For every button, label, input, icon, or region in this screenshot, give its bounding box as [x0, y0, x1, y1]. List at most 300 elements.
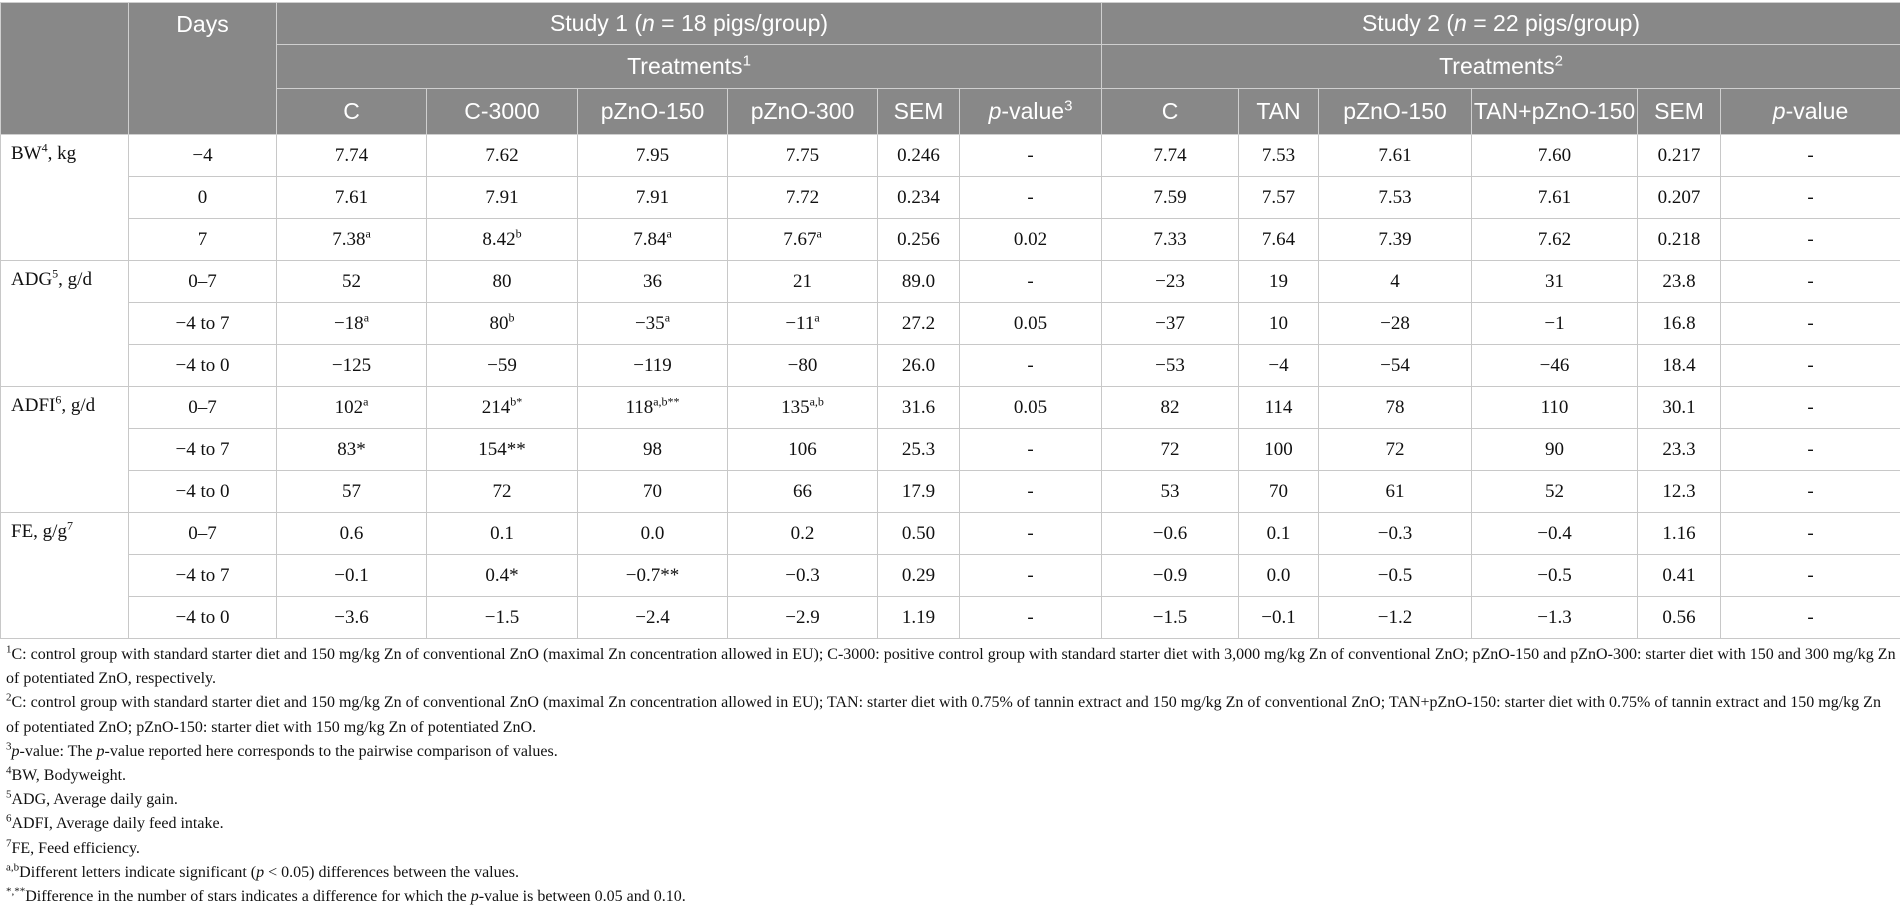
data-cell — [1638, 387, 1721, 429]
days-cell: −4 to 7 — [129, 429, 277, 471]
data-cell — [960, 387, 1102, 429]
data-cell — [1638, 555, 1721, 597]
cell-value: - — [1807, 522, 1814, 544]
data-cell — [578, 429, 728, 471]
cell-value: −59 — [487, 354, 517, 376]
footnote-text: p — [256, 863, 265, 881]
cell-value: - — [1027, 354, 1034, 376]
footnotes — [6, 643, 1896, 909]
data-cell — [277, 513, 427, 555]
cell-value: 10 — [1269, 312, 1289, 334]
data-cell — [1239, 471, 1319, 513]
cell-value: −1.5 — [484, 606, 520, 628]
study1-post: = 18 pigs/group) — [654, 10, 829, 36]
cell-value: −0.7** — [625, 564, 680, 586]
cell-value: - — [1027, 270, 1034, 292]
data-cell — [427, 387, 578, 429]
cell-value: - — [1027, 186, 1034, 208]
cell-value: 0.0 — [640, 522, 665, 544]
cell-value: 0.02 — [1013, 228, 1048, 250]
cell-value: 57 — [342, 480, 361, 502]
cell-value: 1.19 — [901, 606, 936, 628]
pvalue-sup: 3 — [1064, 97, 1073, 115]
data-cell — [578, 597, 728, 639]
cell-value: 82 — [1160, 396, 1180, 418]
data-cell — [960, 261, 1102, 303]
cell-value: - — [1807, 438, 1814, 460]
cell-superscript: a — [363, 310, 370, 325]
data-cell — [1319, 219, 1472, 261]
data-cell — [1721, 303, 1900, 345]
cell-value: 135 — [781, 396, 810, 418]
data-cell — [1638, 513, 1721, 555]
table-row — [1, 555, 1900, 597]
study2-pre: Study 2 ( — [1361, 10, 1455, 36]
cell-value: 7.60 — [1537, 144, 1572, 166]
data-cell — [1102, 135, 1239, 177]
table-row — [1, 471, 1900, 513]
footnote-text: -value reported here corresponds to the pairwise comparison of values. — [104, 742, 558, 760]
cell-value: 27.2 — [901, 312, 936, 334]
group-footnote-sup: 4 — [41, 140, 48, 155]
col-header: TAN — [1239, 89, 1319, 135]
col-header: C — [277, 89, 427, 135]
cell-value: −80 — [787, 354, 818, 376]
data-cell — [427, 555, 578, 597]
data-cell — [1472, 429, 1638, 471]
data-cell — [1472, 135, 1638, 177]
cell-value: −0.3 — [785, 564, 820, 586]
cell-value: 18.4 — [1662, 354, 1696, 376]
footnote-text: ADG, Average daily gain. — [11, 791, 178, 809]
cell-value: 7.61 — [334, 186, 369, 208]
cell-value: 7.39 — [1378, 228, 1412, 250]
data-cell — [1239, 135, 1319, 177]
data-cell — [1102, 219, 1239, 261]
cell-value: 7.33 — [1153, 228, 1187, 250]
cell-superscript: b — [515, 226, 522, 241]
cell-value: 0.217 — [1657, 144, 1701, 166]
cell-value: 114 — [1264, 396, 1293, 418]
cell-value: - — [1807, 354, 1814, 376]
cell-value: 80 — [489, 312, 509, 334]
data-cell — [1472, 345, 1638, 387]
cell-value: −0.3 — [1377, 522, 1413, 544]
data-cell — [960, 135, 1102, 177]
footnote — [6, 788, 1896, 812]
data-cell — [1721, 345, 1900, 387]
data-cell — [878, 135, 960, 177]
days-cell: −4 — [129, 135, 277, 177]
data-cell — [1102, 303, 1239, 345]
data-cell — [1472, 303, 1638, 345]
cell-value: 0.0 — [1266, 564, 1291, 586]
col-header: SEM — [878, 89, 960, 135]
data-cell — [1319, 597, 1472, 639]
cell-value: −53 — [1155, 354, 1185, 376]
cell-value: −11 — [785, 312, 815, 334]
data-cell — [1102, 471, 1239, 513]
data-cell — [1239, 429, 1319, 471]
cell-value: 89.0 — [901, 270, 936, 292]
cell-value: 23.8 — [1662, 270, 1696, 292]
data-cell — [578, 513, 728, 555]
data-cell — [1721, 429, 1900, 471]
treatments-sup: 2 — [1554, 52, 1563, 70]
row-group-label — [1, 135, 129, 261]
col-header: SEM — [1638, 89, 1721, 135]
data-cell — [728, 471, 878, 513]
data-cell — [578, 219, 728, 261]
cell-value: 66 — [793, 480, 812, 502]
data-cell — [578, 471, 728, 513]
cell-value: 0.234 — [897, 186, 940, 208]
cell-value: 30.1 — [1662, 396, 1696, 418]
data-cell — [1638, 303, 1721, 345]
cell-value: 7.84 — [633, 228, 667, 250]
table-row — [1, 261, 1900, 303]
cell-value: −0.4 — [1537, 522, 1572, 544]
cell-value: 61 — [1385, 480, 1405, 502]
cell-value: 118 — [625, 396, 654, 418]
footnote — [6, 885, 1896, 909]
days-cell: −4 to 0 — [129, 345, 277, 387]
pvalue-suffix: -value — [1001, 98, 1065, 124]
cell-value: - — [1027, 480, 1034, 502]
data-cell — [1319, 261, 1472, 303]
cell-value: 36 — [643, 270, 662, 292]
col-header-pvalue — [960, 89, 1102, 135]
data-cell — [1638, 345, 1721, 387]
group-footnote-sup: 7 — [66, 518, 73, 533]
data-cell — [1472, 387, 1638, 429]
cell-value: 16.8 — [1662, 312, 1696, 334]
data-cell — [960, 513, 1102, 555]
cell-value: 0.41 — [1662, 564, 1696, 586]
cell-value: 7.72 — [785, 186, 820, 208]
data-cell — [1319, 429, 1472, 471]
cell-value: - — [1027, 522, 1034, 544]
footnote — [6, 812, 1896, 836]
cell-superscript: a,b** — [653, 394, 680, 409]
cell-superscript: a — [363, 394, 369, 409]
cell-value: 17.9 — [901, 480, 936, 502]
data-cell — [1638, 177, 1721, 219]
cell-value: −2.9 — [785, 606, 820, 628]
footnote-marker: 4 — [6, 764, 12, 777]
data-cell — [960, 219, 1102, 261]
cell-value: −125 — [331, 354, 372, 376]
footnote-text: p — [11, 742, 20, 760]
data-cell — [277, 177, 427, 219]
data-cell — [728, 555, 878, 597]
cell-value: 0.256 — [897, 228, 940, 250]
group-footnote-sup: 6 — [55, 392, 62, 407]
cell-value: 154** — [478, 438, 526, 460]
cell-value: - — [1807, 228, 1814, 250]
footnote-text: p — [470, 888, 479, 906]
data-cell — [1239, 387, 1319, 429]
cell-value: 7.75 — [785, 144, 820, 166]
footnote-marker: 6 — [6, 813, 12, 826]
days-cell: 0–7 — [129, 513, 277, 555]
data-cell — [578, 303, 728, 345]
cell-value: −54 — [1380, 354, 1410, 376]
data-cell — [578, 555, 728, 597]
table-row — [1, 345, 1900, 387]
data-cell — [1319, 345, 1472, 387]
data-cell — [427, 597, 578, 639]
data-cell — [960, 345, 1102, 387]
cell-superscript: a,b — [809, 394, 824, 409]
row-group-label — [1, 261, 129, 387]
cell-value: 0.1 — [490, 522, 514, 544]
cell-value: 7.64 — [1261, 228, 1296, 250]
data-cell — [1721, 597, 1900, 639]
data-cell — [1638, 471, 1721, 513]
cell-value: −46 — [1539, 354, 1570, 376]
footnote — [6, 691, 1896, 739]
cell-value: 0.1 — [1266, 522, 1291, 544]
treatments-label: Treatments — [1439, 53, 1555, 79]
data-cell — [277, 135, 427, 177]
study2-n: n — [1454, 10, 1467, 36]
data-cell — [960, 177, 1102, 219]
cell-value: −0.5 — [1537, 564, 1572, 586]
cell-value: 72 — [492, 480, 512, 502]
data-cell — [878, 387, 960, 429]
table-row — [1, 219, 1900, 261]
data-cell — [1472, 219, 1638, 261]
data-cell — [277, 261, 427, 303]
data-cell — [1721, 513, 1900, 555]
row-group-label — [1, 513, 129, 639]
data-cell — [960, 303, 1102, 345]
data-cell — [578, 261, 728, 303]
data-cell — [1239, 597, 1319, 639]
data-cell — [1721, 471, 1900, 513]
data-cell — [1239, 303, 1319, 345]
data-cell — [277, 219, 427, 261]
data-cell — [277, 555, 427, 597]
treatments-sup: 1 — [742, 52, 751, 70]
cell-value: - — [1027, 564, 1034, 586]
cell-value: −0.6 — [1152, 522, 1188, 544]
data-cell — [728, 135, 878, 177]
cell-value: −119 — [633, 354, 672, 376]
cell-value: −2.4 — [635, 606, 670, 628]
cell-value: −0.1 — [334, 564, 369, 586]
cell-value: 102 — [334, 396, 364, 418]
cell-value: 7.57 — [1261, 186, 1296, 208]
data-cell — [1721, 387, 1900, 429]
cell-value: −23 — [1155, 270, 1185, 292]
data-cell — [878, 219, 960, 261]
data-cell — [277, 387, 427, 429]
cell-value: −0.9 — [1152, 564, 1188, 586]
pvalue-suffix: -value — [1785, 98, 1849, 124]
footnote-text: -value is between 0.05 and 0.10. — [478, 888, 686, 906]
col-header: TAN+pZnO-150 — [1472, 89, 1638, 135]
cell-value: −35 — [634, 312, 665, 334]
header-days: Days — [129, 3, 277, 135]
table-row — [1, 513, 1900, 555]
data-cell — [1319, 387, 1472, 429]
group-name: ADFI — [11, 395, 56, 416]
cell-value: - — [1807, 480, 1814, 502]
cell-value: - — [1807, 270, 1814, 292]
data-cell — [1638, 219, 1721, 261]
data-cell — [1239, 513, 1319, 555]
cell-value: 7.91 — [485, 186, 519, 208]
footnote-marker: a,b — [6, 861, 20, 874]
footnote-text: BW, Bodyweight. — [11, 767, 127, 785]
cell-value: 23.3 — [1662, 438, 1696, 460]
data-cell — [1472, 555, 1638, 597]
cell-value: - — [1027, 144, 1034, 166]
study2-post: = 22 pigs/group) — [1466, 10, 1641, 36]
header-blank — [1, 3, 129, 135]
cell-value: 0.29 — [901, 564, 936, 586]
footnote-text: C: control group with standard starter diet and 150 mg/kg Zn of conventional ZnO (maximal Zn concentration allowed in EU); TAN: starter diet with 0.75% of tannin extract and 150 mg/kg Zn of conventional ZnO; TAN+pZnO-150: starter diet with 0.75% of tannin extract and 150 mg/kg Zn of potentiated ZnO; pZnO-150: starter diet with 150 mg/kg Zn of potentiated ZnO. — [6, 694, 1881, 736]
cell-value: 7.91 — [635, 186, 670, 208]
data-cell — [878, 303, 960, 345]
data-cell — [1319, 513, 1472, 555]
data-cell — [1319, 177, 1472, 219]
cell-value: −18 — [333, 312, 364, 334]
cell-value: 72 — [1385, 438, 1405, 460]
cell-value: 7.62 — [485, 144, 519, 166]
cell-superscript: b — [508, 310, 515, 325]
cell-value: 110 — [1540, 396, 1569, 418]
cell-value: 214 — [481, 396, 511, 418]
data-cell — [878, 597, 960, 639]
data-cell — [878, 177, 960, 219]
table-row — [1, 429, 1900, 471]
cell-value: 0.6 — [339, 522, 364, 544]
footnote-text: < 0.05) differences between the values. — [264, 863, 519, 881]
group-footnote-sup: 5 — [52, 266, 59, 281]
data-cell — [878, 513, 960, 555]
data-cell — [1721, 555, 1900, 597]
cell-value: - — [1807, 396, 1814, 418]
cell-value: - — [1807, 144, 1814, 166]
data-cell — [728, 429, 878, 471]
cell-value: 70 — [643, 480, 662, 502]
data-cell — [427, 513, 578, 555]
footnote — [6, 861, 1896, 885]
data-cell — [277, 345, 427, 387]
data-cell — [277, 303, 427, 345]
cell-value: 0.207 — [1657, 186, 1701, 208]
data-cell — [878, 555, 960, 597]
group-unit: , g/d — [58, 269, 92, 290]
data-cell — [728, 597, 878, 639]
cell-value: −1 — [1544, 312, 1565, 334]
cell-value: 98 — [643, 438, 662, 460]
data-cell — [1102, 261, 1239, 303]
footnote — [6, 764, 1896, 788]
data-cell — [1102, 555, 1239, 597]
data-cell — [1102, 597, 1239, 639]
footnote-marker: 5 — [6, 788, 12, 801]
cell-value: 70 — [1269, 480, 1289, 502]
cell-value: 7.67 — [783, 228, 817, 250]
cell-value: 0.56 — [1662, 606, 1696, 628]
data-cell — [878, 429, 960, 471]
footnote-text: -value: The — [19, 742, 97, 760]
cell-value: −4 — [1268, 354, 1289, 376]
data-cell — [427, 429, 578, 471]
footnote — [6, 837, 1896, 861]
data-cell — [277, 429, 427, 471]
cell-value: 7.95 — [635, 144, 670, 166]
data-cell — [960, 471, 1102, 513]
footnote-text: p — [96, 742, 105, 760]
data-cell — [728, 261, 878, 303]
col-header: pZnO-150 — [578, 89, 728, 135]
cell-value: 0.05 — [1013, 396, 1048, 418]
cell-value: - — [1027, 606, 1034, 628]
cell-value: 0.4* — [485, 564, 519, 586]
data-cell — [1721, 219, 1900, 261]
col-header: pZnO-300 — [728, 89, 878, 135]
data-cell — [427, 177, 578, 219]
cell-value: - — [1807, 564, 1814, 586]
days-cell: −4 to 7 — [129, 303, 277, 345]
cell-value: 7.53 — [1261, 144, 1296, 166]
table-body — [1, 135, 1900, 639]
data-cell — [1638, 429, 1721, 471]
data-cell — [1239, 177, 1319, 219]
table-row — [1, 597, 1900, 639]
data-cell — [427, 135, 578, 177]
data-cell — [1239, 219, 1319, 261]
data-cell — [277, 597, 427, 639]
footnote-text: C: control group with standard starter diet and 150 mg/kg Zn of conventional ZnO (maximal Zn concentration allowed in EU); C-3000: positive control group with standard starter diet with 3,000 mg/kg Zn of conventional ZnO; pZnO-150 and pZnO-300: starter diet with 150 and 300 mg/kg Zn of potentiated ZnO, respectively. — [6, 646, 1896, 688]
cell-value: 4 — [1390, 270, 1400, 292]
data-cell — [1638, 261, 1721, 303]
cell-value: 7.74 — [334, 144, 369, 166]
data-cell — [1721, 177, 1900, 219]
cell-value: 7.61 — [1537, 186, 1572, 208]
days-cell: −4 to 0 — [129, 471, 277, 513]
data-cell — [960, 555, 1102, 597]
data-cell — [1102, 429, 1239, 471]
cell-value: 7.74 — [1153, 144, 1187, 166]
data-cell — [578, 387, 728, 429]
footnote — [6, 643, 1896, 691]
cell-superscript: b* — [510, 394, 523, 409]
cell-value: 0.2 — [790, 522, 815, 544]
data-cell — [960, 429, 1102, 471]
footnote-marker: 7 — [6, 837, 12, 850]
cell-value: −1.3 — [1537, 606, 1572, 628]
table-header — [1, 3, 1900, 135]
data-cell — [728, 177, 878, 219]
footnote-marker: *,** — [6, 885, 26, 898]
footnote-text: Difference in the number of stars indicates a difference for which the — [25, 888, 471, 906]
header-treatments-1 — [277, 45, 1102, 89]
data-cell — [1472, 513, 1638, 555]
cell-value: 100 — [1264, 438, 1293, 460]
treatments-label: Treatments — [627, 53, 743, 79]
col-header: C-3000 — [427, 89, 578, 135]
study1-pre: Study 1 ( — [549, 10, 642, 36]
data-cell — [878, 471, 960, 513]
days-cell: 0–7 — [129, 261, 277, 303]
data-cell — [1721, 261, 1900, 303]
